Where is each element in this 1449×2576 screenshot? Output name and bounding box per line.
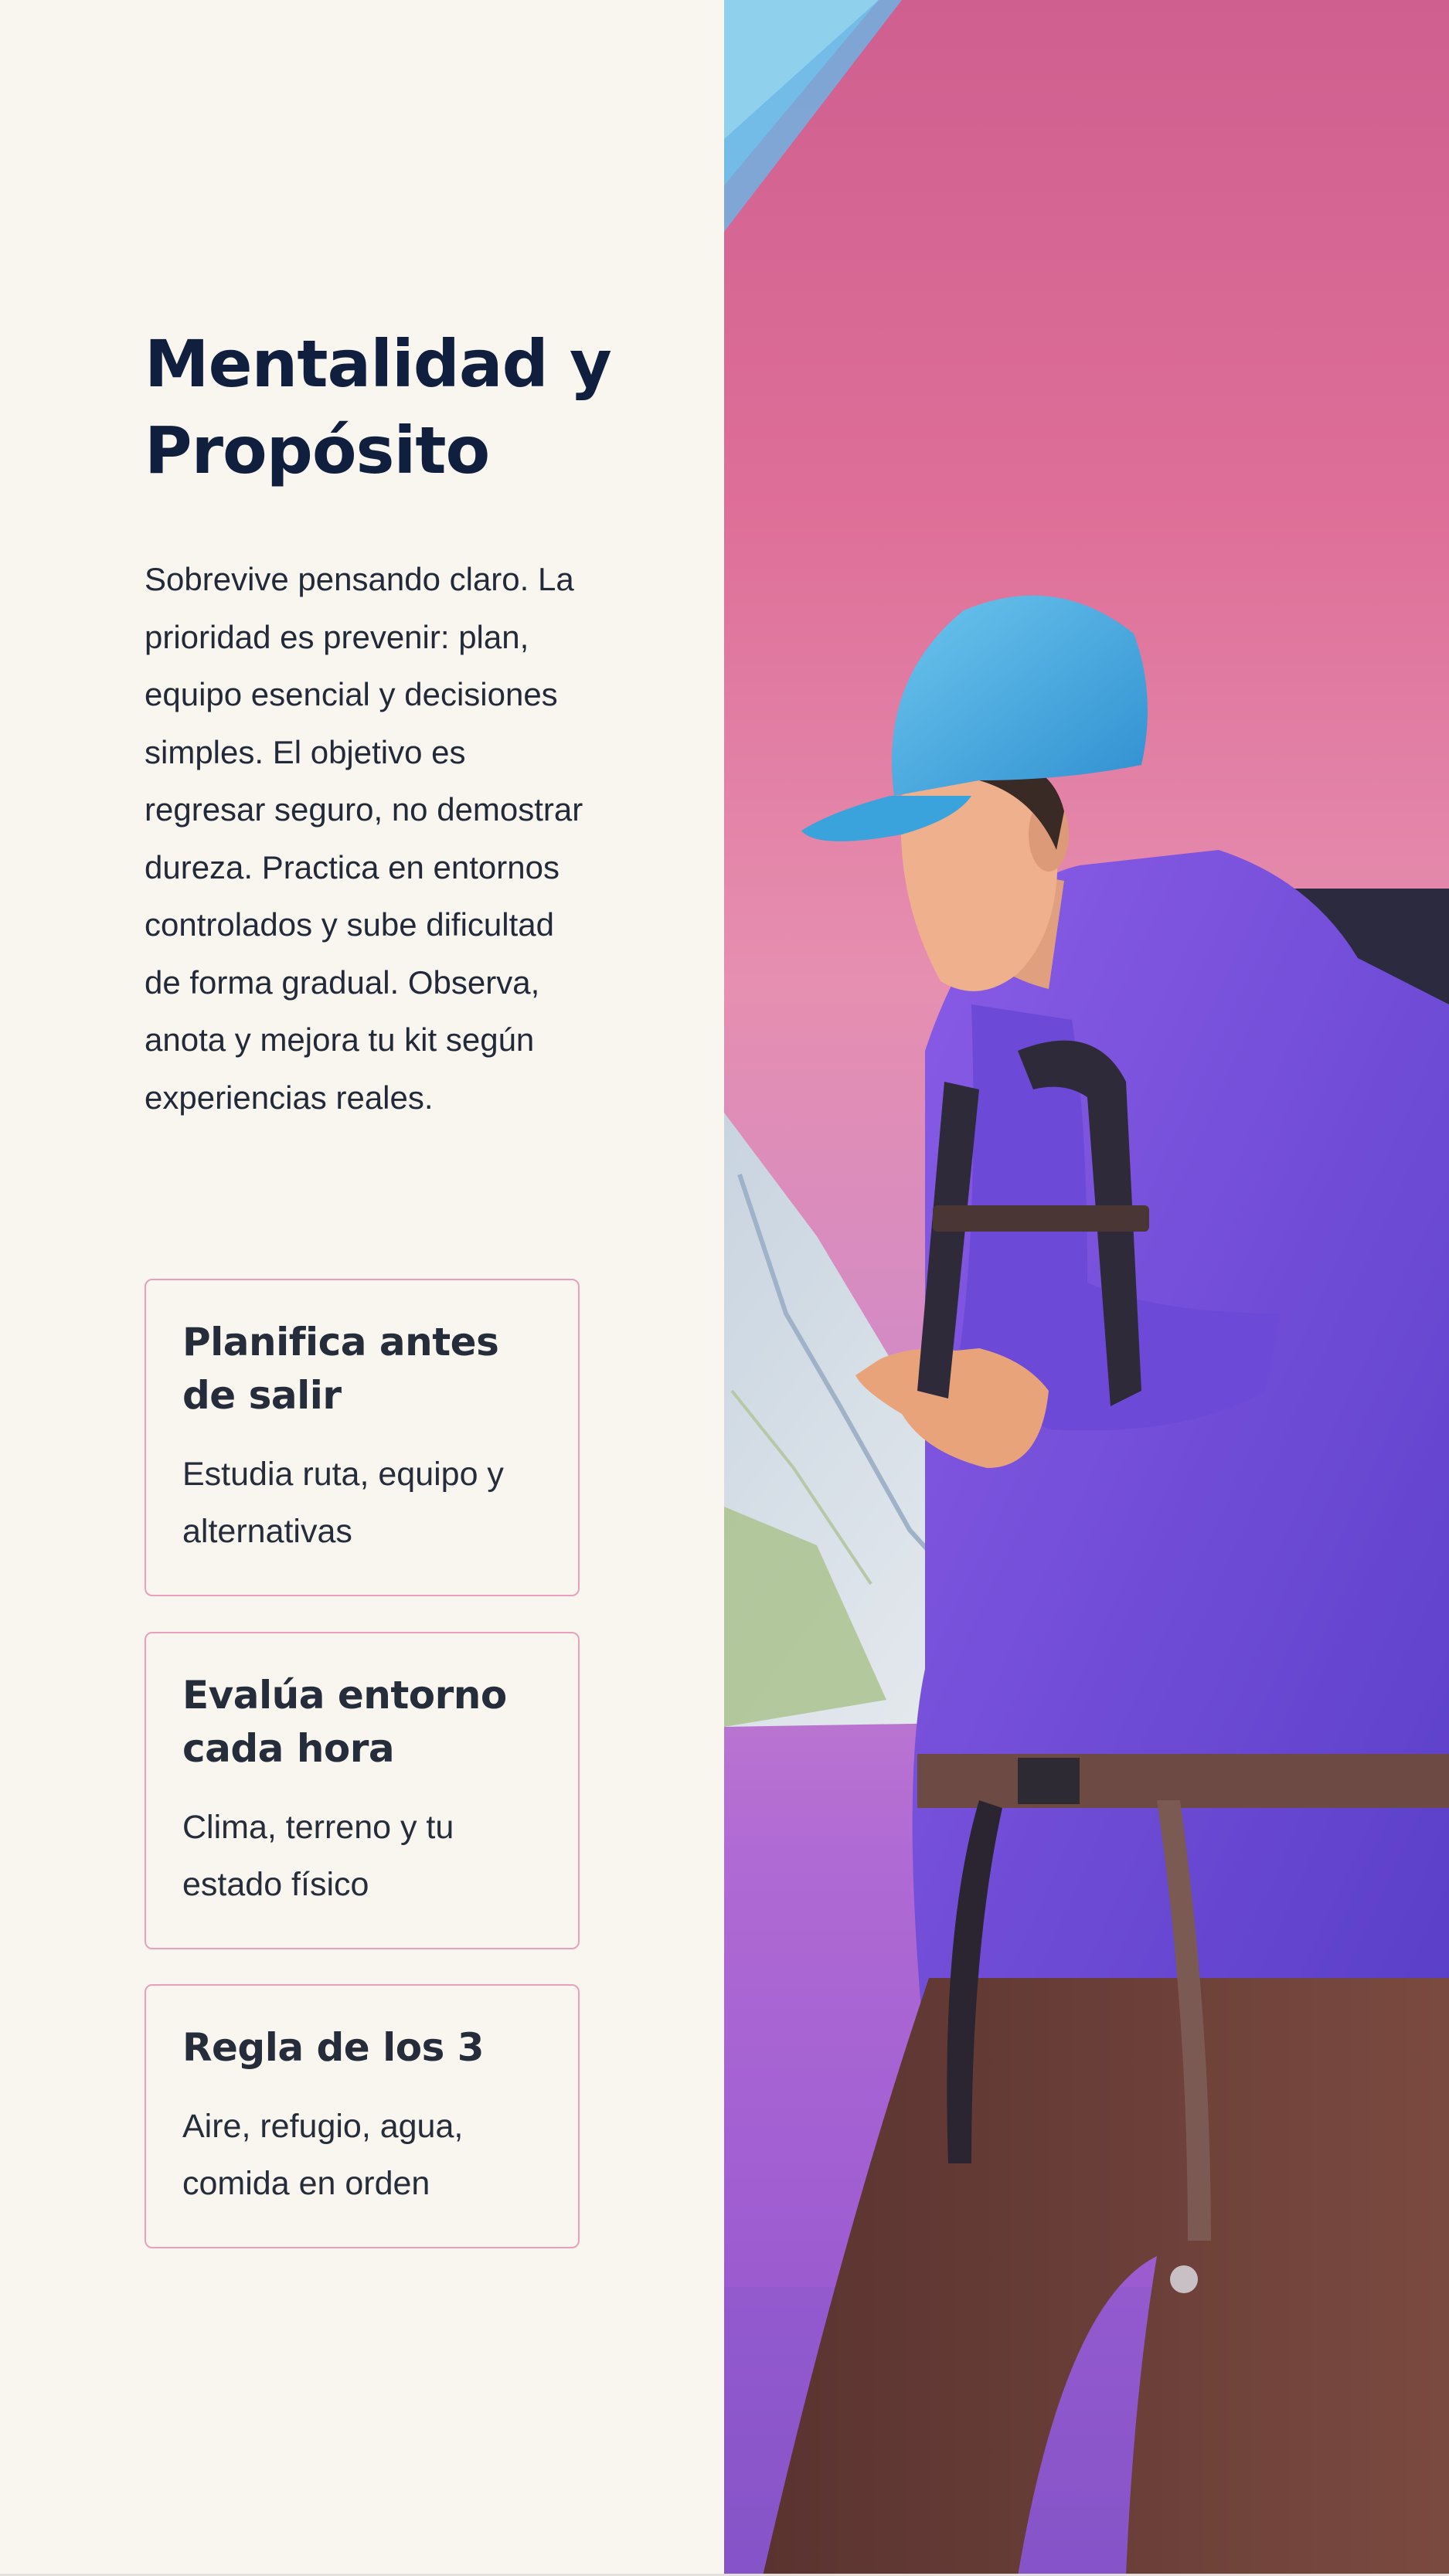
tip-card-planifica <box>145 1279 580 1596</box>
tip-card-title: Regla de los 3 <box>182 2025 485 2070</box>
tip-card-regla <box>145 1984 580 2248</box>
tip-card-description: Clima, terreno y tu estado físico <box>182 1809 454 1903</box>
page-title: Mentalidad y Propósito <box>145 326 611 488</box>
intro-paragraph: Sobrevive pensando claro. La prioridad es prevenir: plan, equipo esencial y decisiones simples. El objetivo es regresar seguro, no demostrar dureza. Practica en entornos controlados y sube dificultad de forma gradual. Observa, anota y mejora tu kit según experiencias reales. <box>145 561 583 1116</box>
tip-card-description: Aire, refugio, agua, comida en orden <box>182 2108 464 2202</box>
hiker-illustration <box>724 0 1449 2576</box>
content-panel <box>0 0 724 2576</box>
tip-card-title: Planifica antes de salir <box>182 1320 499 1418</box>
hiker-photo <box>724 0 1449 2576</box>
tip-card-evalua <box>145 1632 580 1949</box>
tip-card-title: Evalúa entorno cada hora <box>182 1673 507 1771</box>
tip-card-description: Estudia ruta, equipo y alternativas <box>182 1456 504 1550</box>
